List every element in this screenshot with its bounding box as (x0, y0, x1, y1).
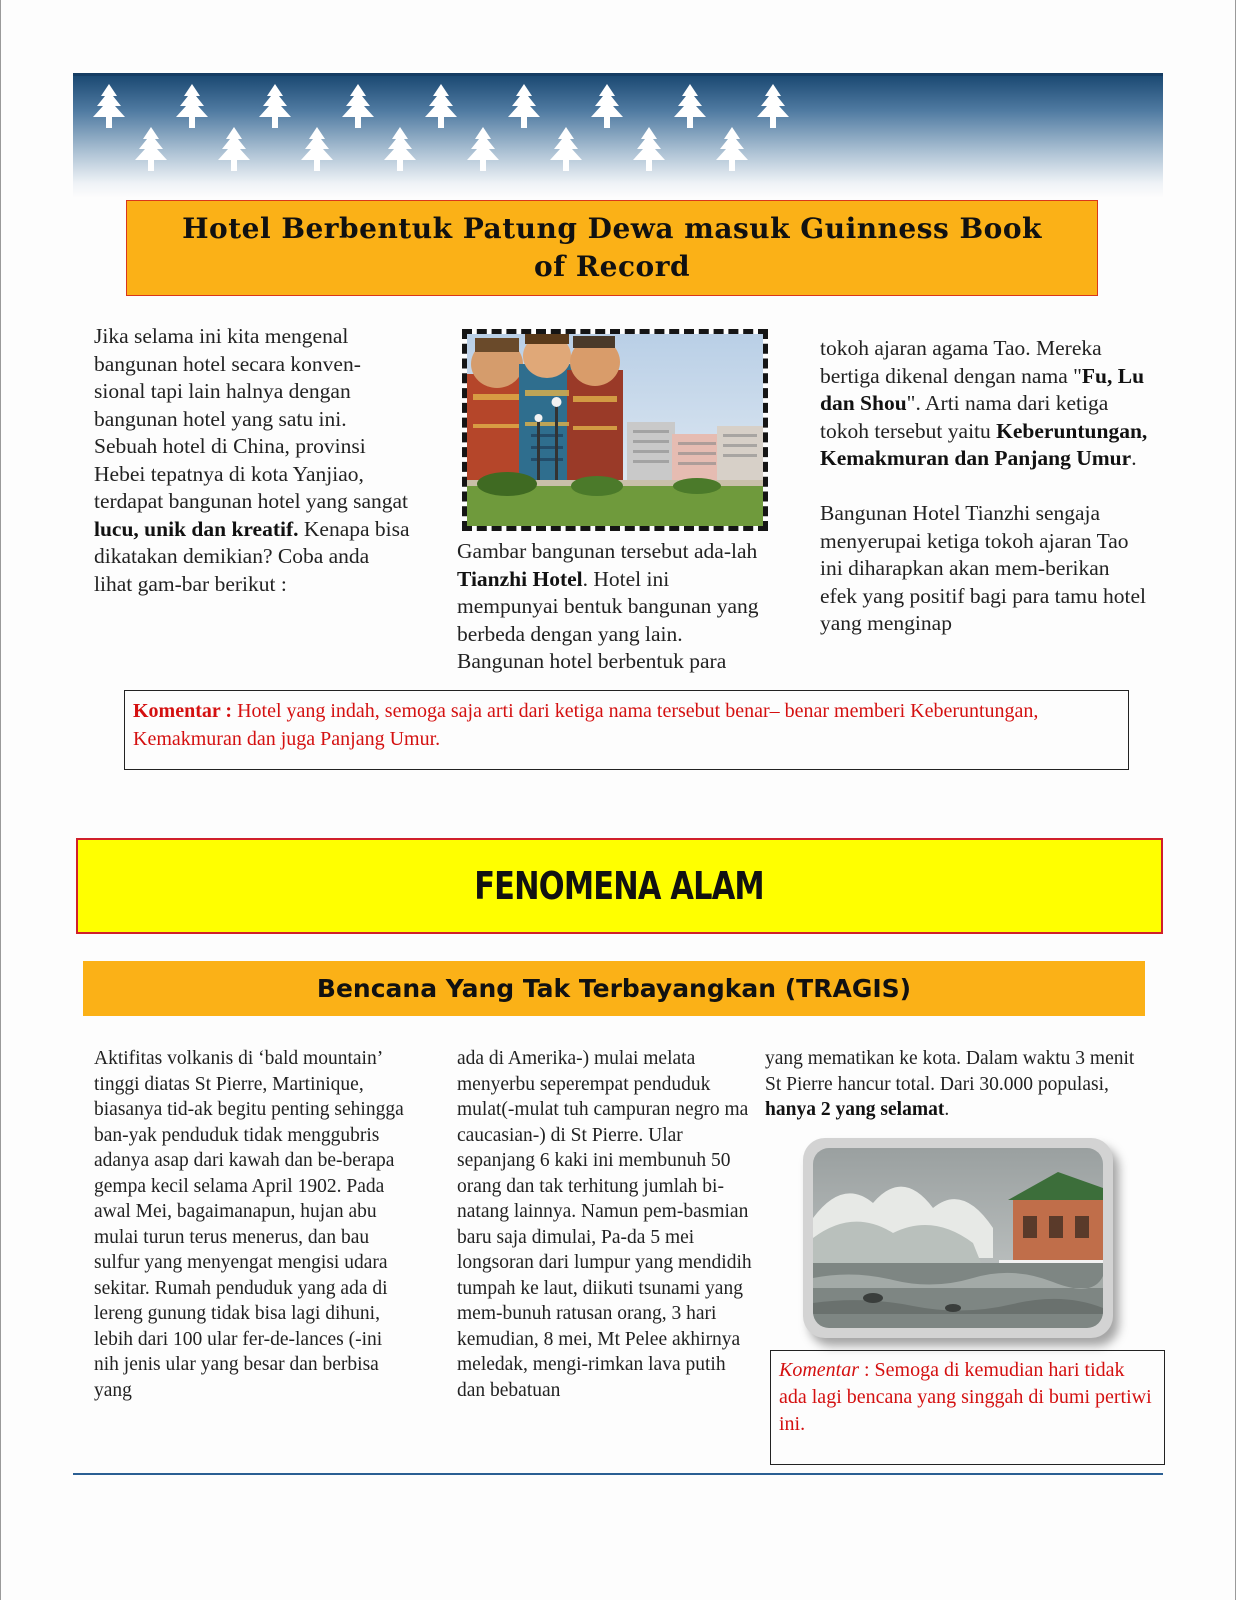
disaster-comment-text: : Semoga di kemudian hari tidak ada lagi bencana yang singgah di bumi pertiwi ini. (779, 1359, 1152, 1435)
tree-icon (336, 84, 380, 130)
tree-icon (378, 127, 422, 173)
hotel-article-col1 (94, 323, 412, 598)
disaster-col3-end: . (944, 1099, 950, 1120)
hotel-article-col2 (457, 538, 775, 676)
tree-icon (627, 127, 671, 173)
disaster-comment-label: Komentar (779, 1359, 859, 1381)
tree-icon (461, 127, 505, 173)
hotel-comment-text: Hotel yang indah, semoga saja arti dari ketiga nama tersebut benar– benar memberi Keberuntungan, Kemakmuran dan juga Panjang Umur. (133, 700, 1039, 750)
tree-icon (170, 84, 214, 130)
header-banner (73, 73, 1163, 198)
hotel-col3-end: . (1131, 446, 1137, 470)
hotel-col3-mid: ". Arti nama dari ketiga tokoh tersebut yaitu (820, 391, 1109, 443)
hotel-col2-text: Gambar bangunan tersebut ada-lah (457, 539, 758, 563)
disaster-article-col1: Aktifitas volkanis di ‘bald mountain’ tinggi diatas St Pierre, Martinique, biasanya tid-ak begitu penting sehingga ban-yak penduduk tidak menggubris adanya asap dari kawah dan be-berapa gempa kecil selama April 1902. Pada awal Mei, bagaimanapun, hujan abu mulai turun terus menerus, dan bau sulfur yang menyengat mengisi udara sekitar. Rumah penduduk yang ada di lereng gunung tidak bisa lagi dihuni, lebih dari 100 ular fer-de-lances (-ini nih jenis ular yang besar dan berbisa yang (94, 1048, 404, 1401)
disaster-comment-box (770, 1350, 1165, 1465)
tree-icon (129, 127, 173, 173)
page-edge-left (0, 0, 1, 1600)
tree-icon (87, 84, 131, 130)
tree-icon (212, 127, 256, 173)
hotel-col2-bold: Tianzhi Hotel (457, 566, 583, 591)
tree-icon (668, 84, 712, 130)
hotel-col1-tail: Kenapa bisa dikatakan demikian? Coba anda lihat gam-bar berikut : (94, 516, 410, 596)
hotel-col1-text: Jika selama ini kita mengenal bangunan hotel secara konven-sional tapi lain halnya dengan bangunan hotel yang satu ini. Sebuah hotel di China, provinsi Hebei tepatnya di kota Yanjiao, terdapat bangunan hotel yang sangat (94, 324, 409, 513)
disaster-article-col2: ada di Amerika-) mulai melata menyerbu seperempat penduduk mulat(-mulat tuh campuran negro ma caucasian-) di St Pierre. Ular sepanjang 6 kaki ini membunuh 50 orang dan tak terhitung jumlah bi-natang lainnya. Namun pem-basmian baru saja dimulai, Pa-da 5 mei longsoran dari lumpur yang mendidih tumpah ke laut, diikuti tsunami yang mem-bunuh ratusan orang, 3 hari kemudian, 8 mei, Mt Pelee akhirnya meledak, mengi-rimkan lava putih dan bebatuan (457, 1048, 752, 1401)
hotel-col3-bold: Keberuntungan, Kemakmuran dan Panjang Umur (820, 418, 1148, 470)
tree-icon (253, 84, 297, 130)
tree-icon (295, 127, 339, 173)
tree-icon (585, 84, 629, 130)
tsunami-photo (813, 1148, 1103, 1328)
banner-top-line (73, 73, 1163, 76)
tree-icon (544, 127, 588, 173)
hotel-col2-tail: . Hotel ini mempunyai bentuk bangunan yang berbeda dengan yang lain. Bangunan hotel berbentuk para (457, 566, 759, 673)
section-title: FENOMENA ALAM (474, 864, 765, 908)
bottom-rule (73, 1473, 1163, 1475)
tree-icon (710, 127, 754, 173)
hotel-article-col3 (820, 335, 1150, 638)
tianzhi-hotel-photo (462, 329, 768, 531)
disaster-article-col3 (765, 1046, 1150, 1123)
hotel-comment-label: Komentar : (133, 700, 233, 722)
tree-icon (751, 84, 795, 130)
section-heading (76, 838, 1163, 934)
disaster-article-title: Bencana Yang Tak Terbayangkan (TRAGIS) (83, 961, 1145, 1016)
hotel-article-title: Hotel Berbentuk Patung Dewa masuk Guinness Book of Record (126, 200, 1098, 296)
tree-icon (419, 84, 463, 130)
disaster-col3-text: yang mematikan ke kota. Dalam waktu 3 menit St Pierre hancur total. Dari 30.000 populasi, (765, 1048, 1135, 1095)
tree-icon (502, 84, 546, 130)
hotel-comment-box (124, 690, 1129, 770)
hotel-col1-bold: lucu, unik dan kreatif. (94, 516, 299, 541)
hotel-col3-p2: Bangunan Hotel Tianzhi sengaja menyerupai ketiga tokoh ajaran Tao ini diharapkan akan mem-berikan efek yang positif bagi para tamu hotel yang menginap (820, 501, 1146, 635)
tsunami-photo-frame (803, 1138, 1113, 1338)
hotel-col3-red: Fu, Lu dan Shou (820, 363, 1145, 415)
hotel-col3-text: tokoh ajaran agama Tao. Mereka bertiga dikenal dengan nama " (820, 336, 1102, 388)
disaster-col3-bold: hanya 2 yang selamat (765, 1099, 945, 1120)
